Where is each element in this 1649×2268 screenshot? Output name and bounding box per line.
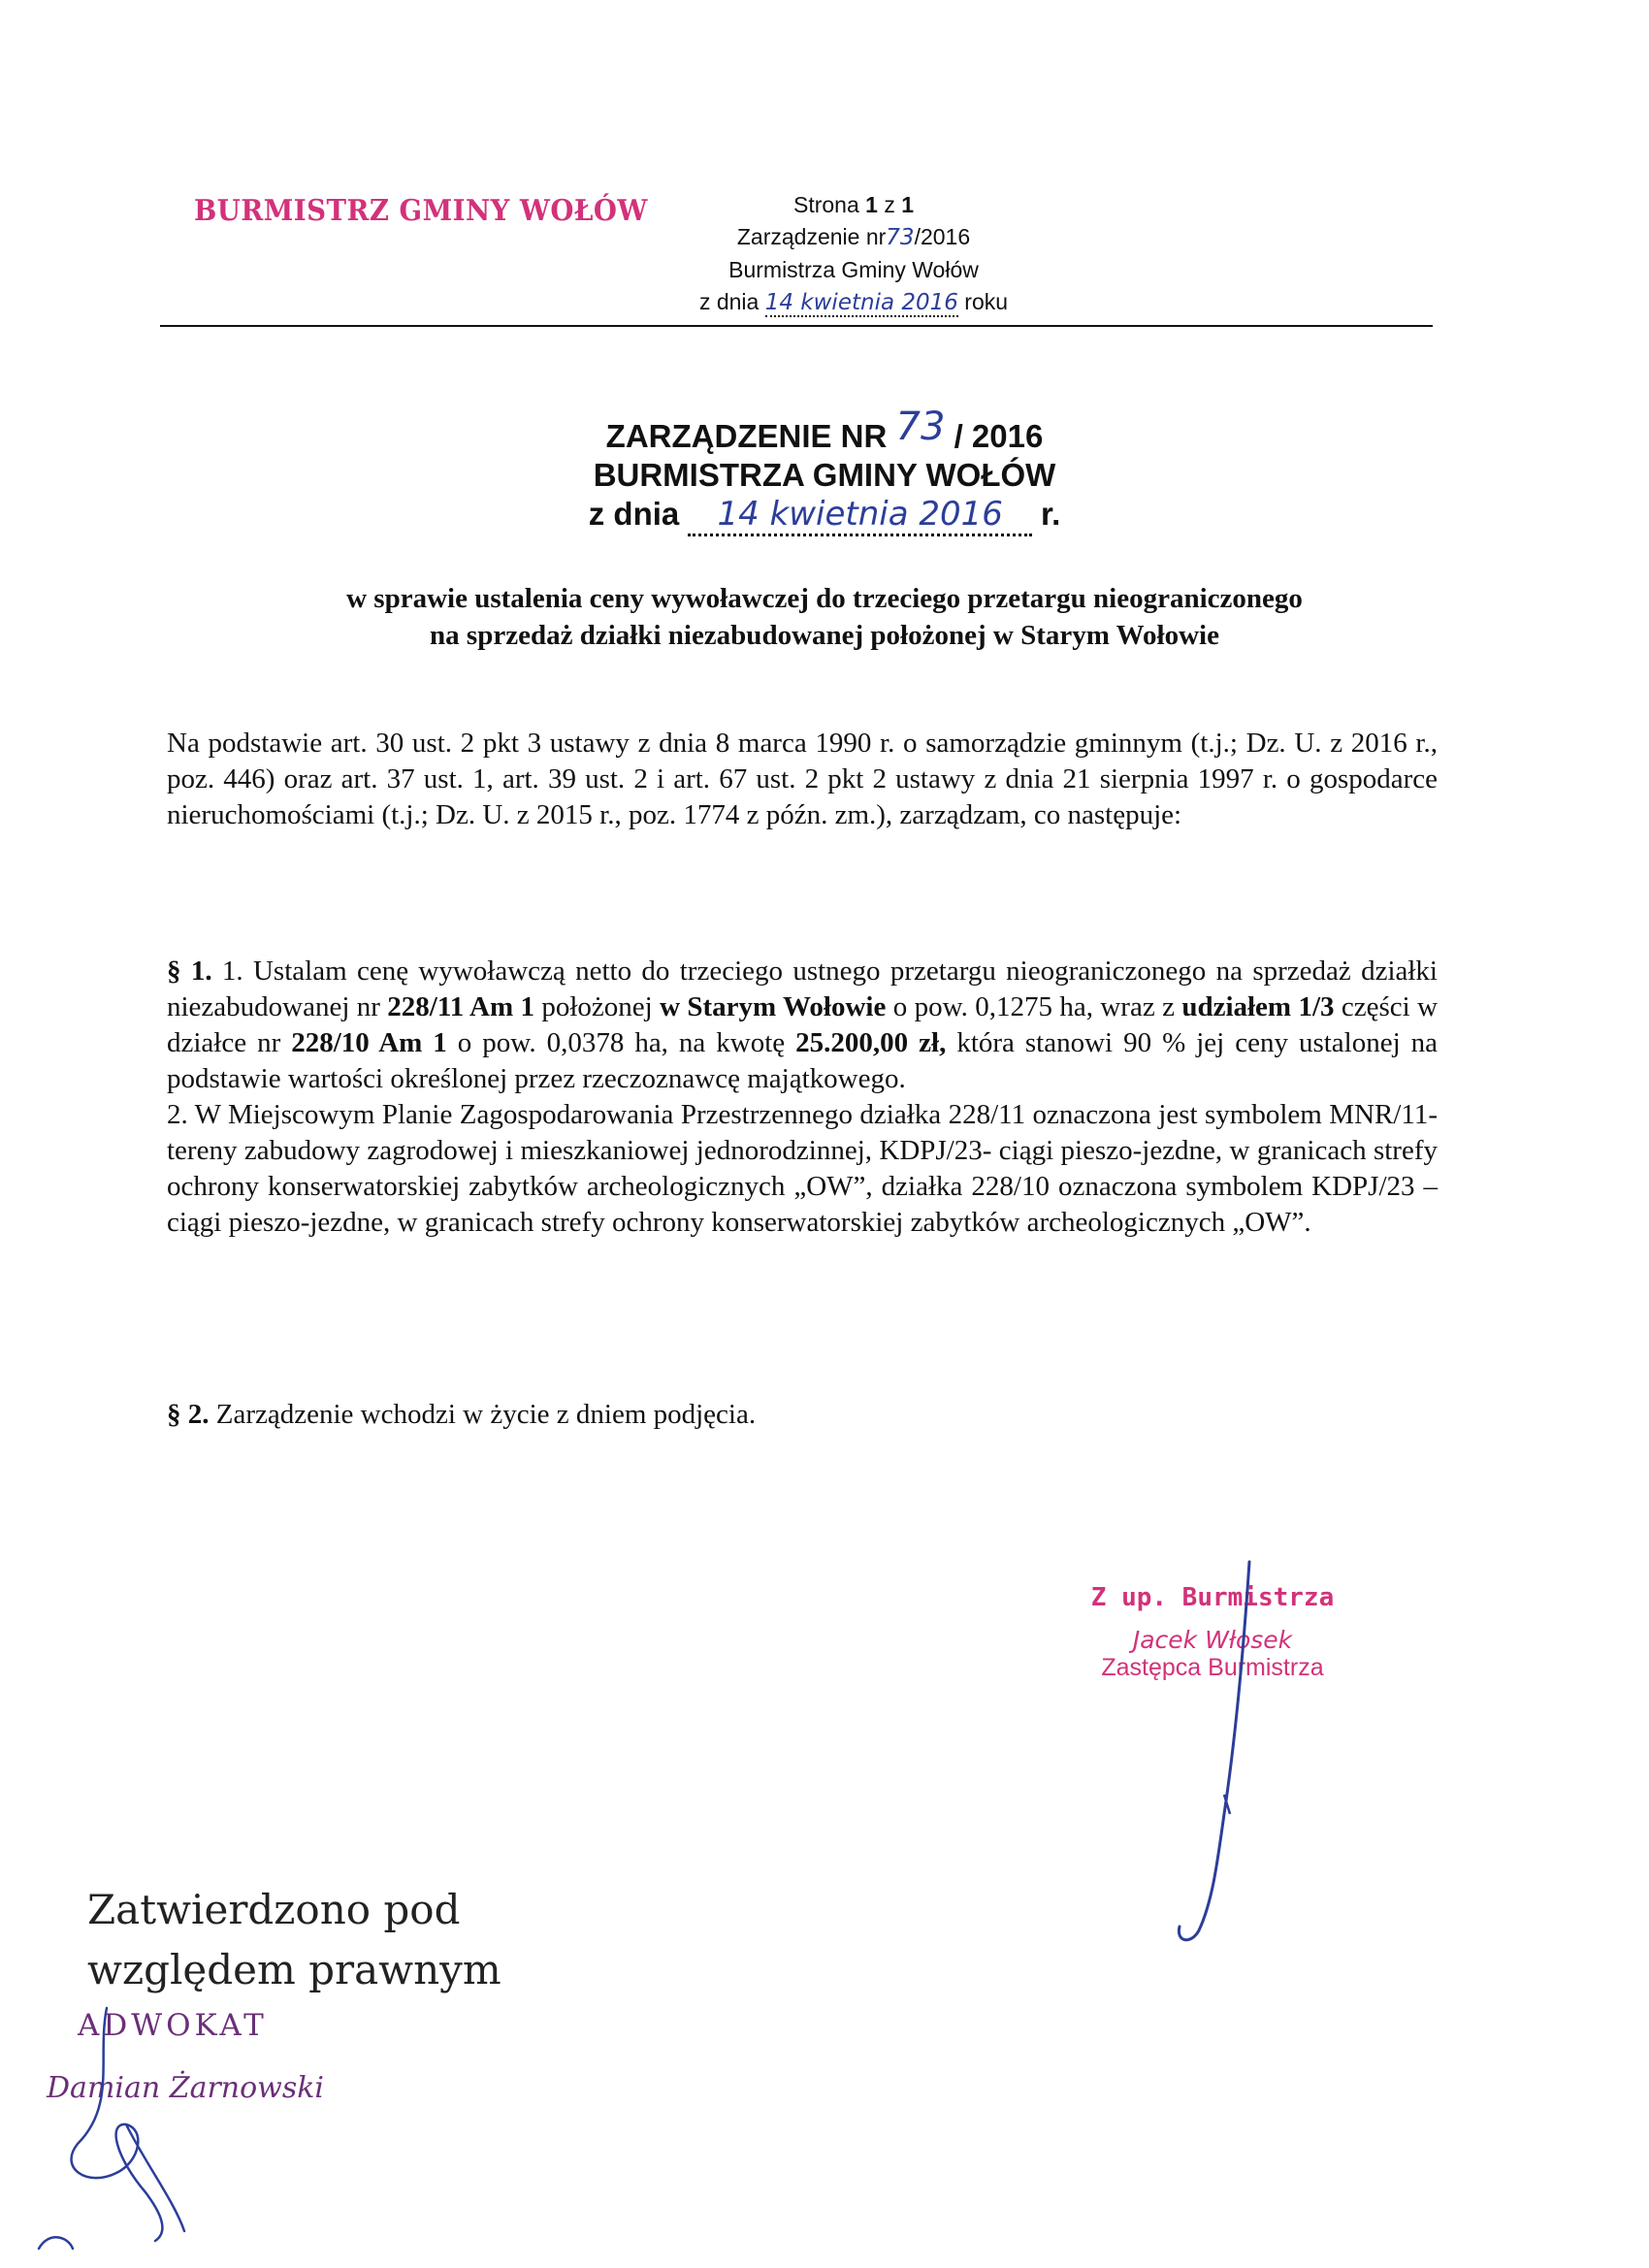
section-1-point-1: § 1. 1. Ustalam cenę wywoławczą netto do trzeciego ustnego przetargu nieograniczonego na sprzedaż działki niezabudowanej nr 228/11 Am 1 położonej w Starym Wołowie o pow. 0,1275 ha, wraz z udziałem 1/3 części w działce nr 228/10 Am 1 o pow. 0,0378 ha, na kwotę 25.200,00 zł, która stanowi 90 % jej ceny ustalonej na podstawie wartości określonej przez rzeczoznawcę majątkowego. bbox=[167, 956, 1439, 1094]
title-line-2: BURMISTRZA GMINY WOŁÓW bbox=[593, 457, 1056, 493]
deputy-mayor-signature-tick bbox=[1224, 1795, 1230, 1814]
header-order-number: Zarządzenie nr73/2016 bbox=[736, 224, 971, 250]
advocate-signature bbox=[39, 2008, 184, 2249]
page-indicator: Strona 1 z 1 bbox=[792, 192, 915, 217]
deputy-mayor-signature-stamp bbox=[1057, 1583, 1368, 1682]
legal-approval-stamp bbox=[87, 1880, 501, 2000]
subject-line-1: w sprawie ustalenia ceny wywoławczej do trzeciego przetargu nieograniczonego bbox=[346, 583, 1303, 614]
document-title bbox=[378, 407, 1271, 534]
mayor-stamp-header: BURMISTRZ GMINY WOŁÓW bbox=[194, 194, 648, 228]
legal-basis-paragraph: Na podstawie art. 30 ust. 2 pkt 3 ustawy z dnia 8 marca 1990 r. o samorządzie gminnym (t.j.; Dz. U. z 2016 r., poz. 446) oraz art. 37 ust. 1, art. 39 ust. 2 i art. 67 ust. 2 pkt 2 ustawy z dnia 21 sierpnia 1997 r. o gospodarce nieruchomościami (t.j.; Dz. U. z 2015 r., poz. 1774 z późn. zm.), zarządzam, co następuje: bbox=[167, 728, 1438, 830]
handwritten-date: 14 kwietnia 2016 bbox=[764, 290, 958, 315]
header-date: z dnia 14 kwietnia 2016 roku bbox=[698, 289, 1009, 315]
section-2: § 2. Zarządzenie wchodzi w życie z dniem podjęcia. bbox=[167, 1399, 757, 1430]
header-issuer: Burmistrza Gminy Wołów bbox=[728, 257, 979, 282]
advocate-title: ADWOKAT bbox=[78, 2008, 268, 2043]
approval-line-2: względem prawnym bbox=[87, 1946, 501, 1993]
handwritten-number: 73 bbox=[886, 225, 915, 250]
section-1-point-2: 2. W Miejscowym Planie Zagospodarowania Przestrzennego działka 228/11 oznaczona jest symbolem MNR/11- tereny zabudowy zagrodowej i mieszkaniowej jednorodzinnej, KDPJ/23- ciągi pieszo-jezdne, w granicach strefy ochrony konserwatorskiej zabytków archeologicznych „OW”, działka 228/10 oznaczona symbolem KDPJ/23 – ciągi pieszo-jezdne, w granicach strefy ochrony konserwatorskiej zabytków archeologicznych „OW”. bbox=[167, 1099, 1438, 1238]
handwritten-title-number: 73 bbox=[895, 405, 946, 449]
document-subject bbox=[213, 580, 1436, 654]
header-divider bbox=[160, 325, 1433, 327]
advocate-name: Damian Żarnowski bbox=[47, 2071, 325, 2105]
stamp-line-3: Zastępca Burmistrza bbox=[1101, 1654, 1324, 1681]
document-header bbox=[601, 189, 1106, 319]
title-line-3: z dnia 14 kwietnia 2016 r. bbox=[378, 495, 1271, 534]
section-1 bbox=[167, 954, 1438, 1241]
stamp-line-2: Jacek Włosek bbox=[1132, 1626, 1293, 1654]
handwritten-title-date: 14 kwietnia 2016 bbox=[688, 495, 1031, 536]
title-line-1: ZARZĄDZENIE NR 73 / 2016 bbox=[605, 405, 1044, 454]
subject-line-2: na sprzedaż działki niezabudowanej położonej w Starym Wołowie bbox=[430, 620, 1219, 651]
stamp-line-1: Z up. Burmistrza bbox=[1090, 1583, 1335, 1612]
approval-line-1: Zatwierdzono pod bbox=[87, 1886, 461, 1933]
